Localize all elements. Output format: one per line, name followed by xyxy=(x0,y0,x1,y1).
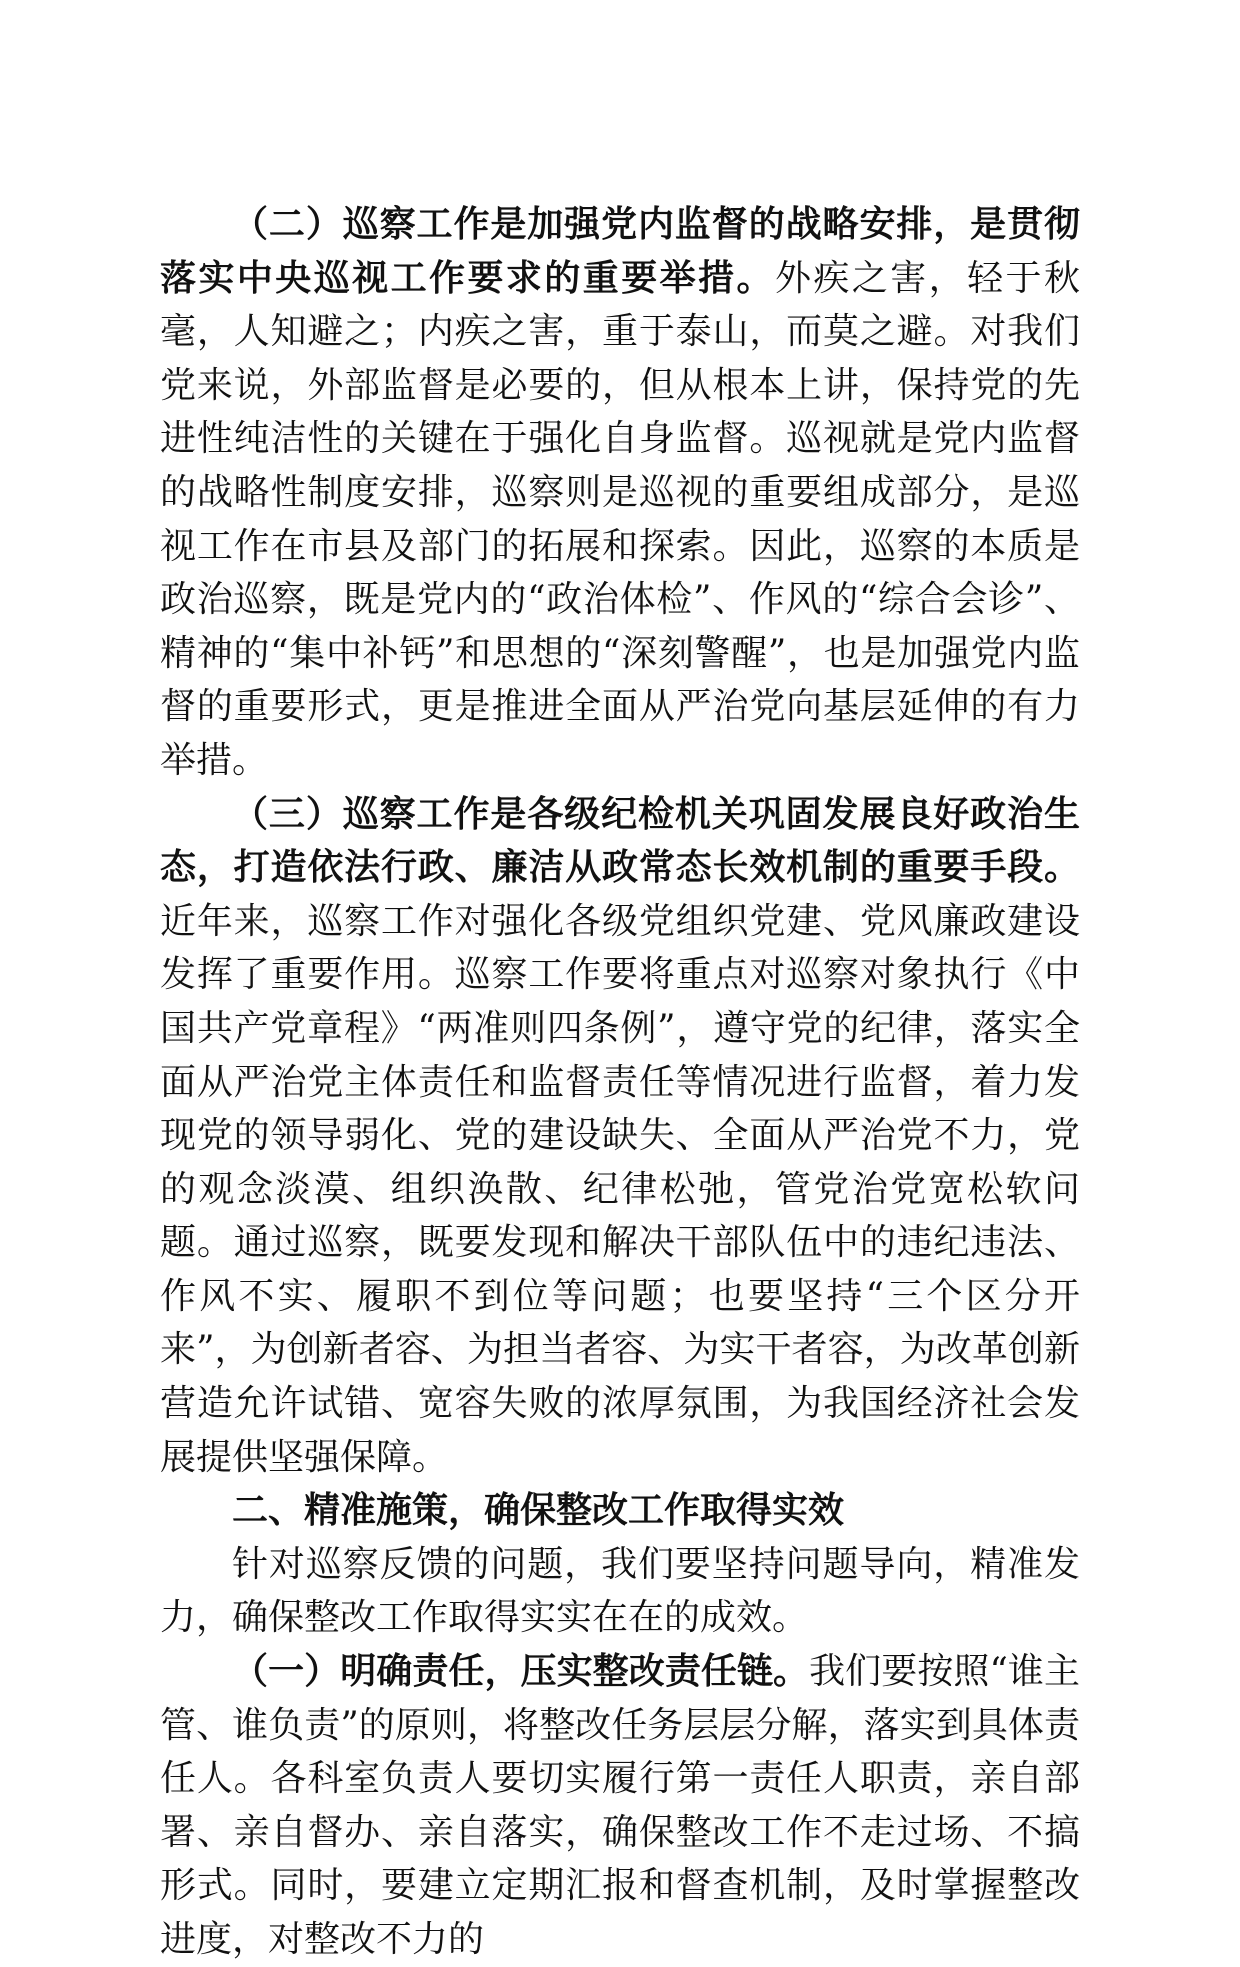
paragraph-body: 我们要按照“谁主管、谁负责”的原则，将整改任务层层分解，落实到具体责任人。各科室负责人要切实履行第一责任人职责，亲自部署、亲自督办、亲自落实，确保整改工作不走过场、不搞形式。同时，要建立定期汇报和督查机制，及时掌握整改进度，对整改不力的 xyxy=(160,1651,1080,1960)
paragraph-lead: （一）明确责任，压实整改责任链。 xyxy=(232,1650,810,1693)
paragraph-body: 外疾之害，轻于秋毫，人知避之；内疾之害，重于泰山，而莫之避。对我们党来说，外部监督是必要的，但从根本上讲，保持党的先进性纯洁性的关键在于强化自身监督。巡视就是党内监督的战略性制度安排，巡察则是巡视的重要组成部分，是巡视工作在市县及部门的拓展和探索。因此，巡察的本质是政治巡察，既是党内的“政治体检”、作风的“综合会诊”、精神的“集中补钙”和思想的“深刻警醒”，也是加强党内监督的重要形式，更是推进全面从严治党向基层延伸的有力举措。 xyxy=(160,257,1080,781)
section-intro: 针对巡察反馈的问题，我们要坚持问题导向，精准发力，确保整改工作取得实实在在的成效。 xyxy=(160,1543,1080,1639)
paragraph-body: 近年来，巡察工作对强化各级党组织党建、党风廉政建设发挥了重要作用。巡察工作要将重点对巡察对象执行《中国共产党章程》“两准则四条例”，遵守党的纪律，落实全面从严治党主体责任和监督责任等情况进行监督，着力发现党的领导弱化、党的建设缺失、全面从严治党不力，党的观念淡漠、组织涣散、纪律松弛，管党治党宽松软问题。通过巡察，既要发现和解决干部队伍中的违纪违法、作风不实、履职不到位等问题；也要坚持“三个区分开来”，为创新者容、为担当者容、为实干者容，为改革创新营造允许试错、宽容失败的浓厚氛围，为我国经济社会发展提供坚强保障。 xyxy=(160,900,1080,1478)
section-heading: 二、精准施策，确保整改工作取得实效 xyxy=(232,1490,845,1532)
paragraph-responsibility xyxy=(160,1645,1080,1967)
paragraph-inspection-strategy xyxy=(160,198,1080,788)
paragraph-lead: （三）巡察工作是各级纪检机关巩固发展良好政治生态，打造依法行政、廉洁从政常态长效机制的重要手段。 xyxy=(160,792,1080,889)
paragraph-inspection-ecology xyxy=(160,788,1080,1485)
paragraph-lead: （二）巡察工作是加强党内监督的战略安排，是贯彻落实中央巡视工作要求的重要举措。 xyxy=(160,203,1080,299)
document-page xyxy=(160,198,1080,1967)
